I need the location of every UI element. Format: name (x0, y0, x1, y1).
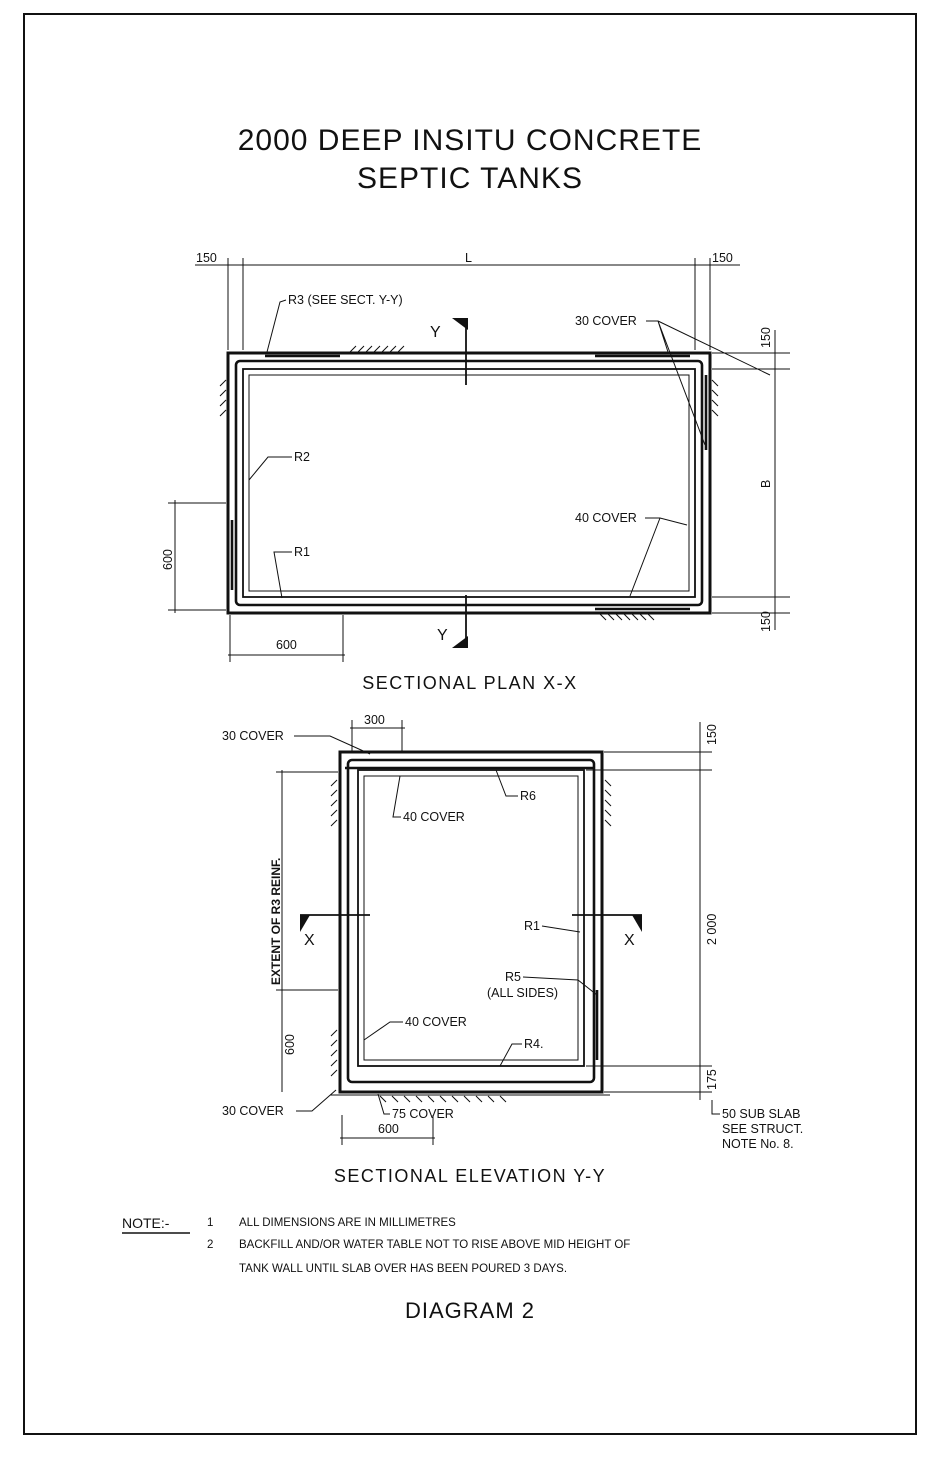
elev-r6-label: R6 (520, 789, 536, 803)
plan-soil-hatching (220, 346, 718, 620)
sectional-elevation (222, 713, 803, 1151)
note-2-text-line-1: BACKFILL AND/OR WATER TABLE NOT TO RISE ABOVE MID HEIGHT OF (239, 1239, 631, 1251)
elev-dim-300: 300 (364, 713, 385, 727)
elev-r1-label: R1 (524, 919, 540, 933)
plan-dim-bottom-150: 150 (759, 611, 773, 632)
plan-dim-left-150: 150 (196, 251, 217, 265)
elev-cover40-bottom: 40 COVER (405, 1015, 467, 1029)
plan-cover40-label: 40 COVER (575, 511, 637, 525)
elev-dim-2000: 2 000 (705, 913, 719, 945)
elev-r4-leader (500, 1044, 522, 1066)
plan-rebar-outer (236, 361, 702, 605)
elev-extent-label: EXTENT OF R3 REINF. (269, 857, 283, 985)
plan-r1-label: R1 (294, 545, 310, 559)
elev-soil-hatching (331, 780, 611, 1102)
elev-section-x-left-flag (300, 915, 310, 932)
plan-r3-label: R3 (SEE SECT. Y-Y) (288, 293, 403, 307)
plan-r3-leader (267, 300, 286, 352)
plan-cover40-leader (630, 518, 687, 596)
elev-section-x-right-flag (632, 915, 642, 932)
elev-cover30-top: 30 COVER (222, 729, 284, 743)
elev-cover75-leader (378, 1094, 390, 1114)
elev-section-x-right: X (624, 932, 635, 949)
title-line-1: 2000 DEEP INSITU CONCRETE (237, 124, 703, 157)
elev-subslab-leader (712, 1100, 720, 1114)
elev-section-x-left: X (304, 932, 315, 949)
note-2-text-line-2: TANK WALL UNTIL SLAB OVER HAS BEEN POURED 3 DAYS. (239, 1263, 568, 1275)
notes-heading: NOTE:- (122, 1215, 170, 1231)
plan-section-y-bottom: Y (437, 627, 448, 644)
elev-cover30-bottom-leader (296, 1090, 336, 1111)
plan-section-y-top: Y (430, 324, 441, 341)
elev-rebar-outer (348, 760, 594, 1082)
plan-caption: SECTIONAL PLAN X-X (362, 673, 578, 693)
elev-subslab-line3: NOTE No. 8. (722, 1137, 794, 1151)
plan-dim-right-150: 150 (712, 251, 733, 265)
sectional-plan (161, 251, 790, 662)
note-2-number: 2 (207, 1239, 214, 1251)
elev-dim-600-horizontal: 600 (378, 1122, 399, 1136)
elev-rebar-inner (364, 776, 578, 1060)
note-1-text: ALL DIMENSIONS ARE IN MILLIMETRES (239, 1217, 456, 1229)
plan-dim-top-150: 150 (759, 327, 773, 348)
elev-r1-leader (542, 926, 580, 932)
elev-dim-150: 150 (705, 724, 719, 745)
title-line-2: SEPTIC TANKS (357, 162, 583, 195)
plan-dim-600-horizontal: 600 (276, 638, 297, 652)
elev-cover40-top: 40 COVER (403, 810, 465, 824)
plan-rebar-inner (249, 375, 689, 591)
elev-outer-wall (340, 752, 602, 1092)
elev-dim-600-vertical: 600 (283, 1034, 297, 1055)
elev-cover75: 75 COVER (392, 1107, 454, 1121)
plan-outer-wall (228, 353, 710, 613)
plan-inner-wall (243, 369, 695, 597)
diagram-label: DIAGRAM 2 (404, 1298, 536, 1323)
plan-cover30-leader (646, 321, 770, 445)
plan-cover30-label: 30 COVER (575, 314, 637, 328)
elev-dim-175: 175 (705, 1069, 719, 1090)
elev-r6-leader (496, 770, 518, 796)
elev-cover40-bottom-leader (364, 1022, 403, 1040)
elev-subslab-line1: 50 SUB SLAB (722, 1107, 801, 1121)
plan-dim-breadth: B (759, 479, 773, 488)
elev-r5-label: R5 (505, 970, 521, 984)
elev-r4-label: R4. (524, 1037, 544, 1051)
elevation-caption: SECTIONAL ELEVATION Y-Y (333, 1166, 607, 1186)
plan-dim-length: L (465, 251, 472, 265)
elev-r5-sub: (ALL SIDES) (487, 986, 559, 1000)
note-1-number: 1 (207, 1217, 214, 1229)
plan-r2-leader (249, 457, 292, 480)
elev-subslab-line2: SEE STRUCT. (722, 1122, 804, 1136)
elev-cover30-bottom: 30 COVER (222, 1104, 284, 1118)
plan-r2-label: R2 (294, 450, 310, 464)
plan-dim-600-vertical: 600 (161, 549, 175, 570)
elev-cover40-top-leader (393, 776, 401, 817)
